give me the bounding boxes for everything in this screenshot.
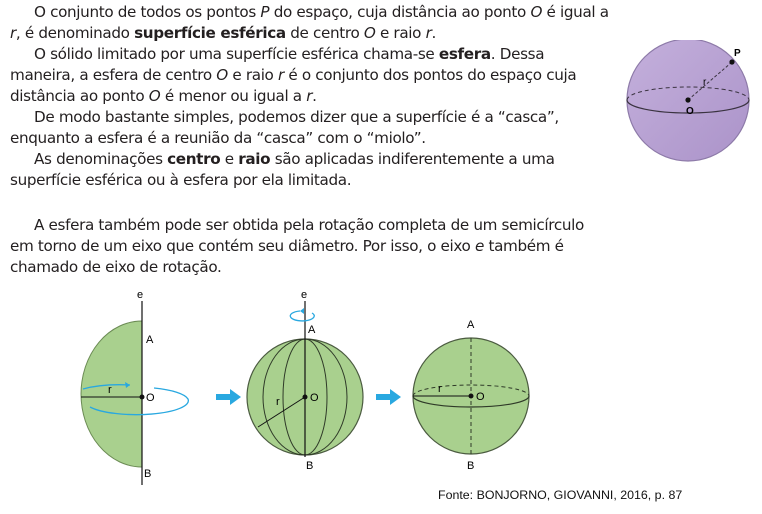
- paragraph-denominacoes: [10, 149, 610, 191]
- text-run: r: [277, 66, 284, 84]
- term-centro: centro: [167, 150, 221, 168]
- surface-point: [729, 59, 734, 64]
- text-run: O: [363, 24, 376, 42]
- text-run: O: [216, 66, 228, 84]
- label-a: A: [146, 334, 154, 346]
- text-run: .: [431, 24, 436, 42]
- right-arrow-icon: [216, 388, 242, 406]
- text-run: As denominações: [34, 150, 168, 168]
- text-run: r: [425, 24, 432, 42]
- label-r: r: [108, 384, 112, 396]
- paragraph-casca: De modo bastante simples, podemos dizer que a superfície é a “casca”, enquanto a esfera é a reunião da “casca” com o “miolo”.: [10, 108, 559, 147]
- semicircle-figure: [70, 287, 210, 487]
- final-sphere-figure: [405, 315, 540, 475]
- paragraph-esfera: [10, 44, 610, 107]
- paragraph-rotacao: [10, 215, 610, 278]
- text-run: P: [260, 3, 270, 21]
- source-citation: Fonte: BONJORNO, GIOVANNI, 2016, p. 87: [438, 488, 683, 502]
- term-raio: raio: [238, 150, 271, 168]
- label-b: B: [306, 460, 314, 472]
- text-run: e: [474, 237, 484, 255]
- rotating-sphere-figure: [242, 287, 372, 487]
- text-run: e raio: [227, 66, 278, 84]
- label-o: O: [310, 392, 319, 404]
- text-run: do espaço, cuja distância ao ponto: [269, 3, 531, 21]
- text-run: r: [306, 87, 313, 105]
- text-run: r: [10, 24, 16, 42]
- text-run: de centro: [285, 24, 364, 42]
- text-run: também é chamado de eixo de rotação.: [10, 237, 564, 276]
- center-point: [469, 394, 474, 399]
- text-run: O conjunto de todos os pontos: [34, 3, 261, 21]
- label-r: r: [438, 383, 442, 395]
- right-arrow-icon: [376, 388, 402, 406]
- sphere-figure: [620, 40, 760, 170]
- center-point: [685, 97, 690, 102]
- text-run: O sólido limitado por uma superfície esférica chama-se: [34, 45, 439, 63]
- label-r: r: [703, 77, 707, 88]
- text-run: é menor ou igual a: [160, 87, 307, 105]
- text-run: são aplicadas indiferentemente a uma superfície esférica ou à esfera por ela limitada.: [10, 150, 555, 189]
- label-r: r: [276, 396, 280, 408]
- label-p: P: [734, 48, 741, 59]
- text-run: e: [220, 150, 239, 168]
- text-run: e raio: [375, 24, 426, 42]
- center-point: [303, 395, 308, 400]
- rotation-arrowhead: [300, 308, 304, 314]
- label-a: A: [467, 319, 475, 331]
- paragraph-superficie-esferica: [10, 2, 610, 44]
- text-run: é o conjunto dos pontos do espaço cuja distância ao ponto: [10, 66, 577, 105]
- axis-label-e: e: [301, 289, 308, 301]
- term-superficie-esferica: superfície esférica: [134, 24, 286, 42]
- center-point: [140, 395, 145, 400]
- text-run: , é denominado: [15, 24, 135, 42]
- text-run: é igual a: [542, 3, 609, 21]
- label-o: O: [476, 391, 485, 403]
- term-esfera: esfera: [438, 45, 491, 63]
- text-run: . Dessa maneira, a esfera de centro: [10, 45, 545, 84]
- label-a: A: [308, 324, 316, 336]
- text-run: O: [148, 87, 161, 105]
- text-run: O: [530, 3, 543, 21]
- axis-label-e: e: [137, 289, 144, 301]
- label-o: O: [146, 392, 155, 404]
- text-run: A esfera também pode ser obtida pela rotação completa de um semicírculo em torno de um eixo que contém seu diâmetro. Por isso, o eixo: [10, 216, 584, 255]
- label-b: B: [144, 468, 152, 480]
- label-o: O: [686, 106, 694, 117]
- label-b: B: [467, 460, 475, 472]
- text-run: .: [312, 87, 317, 105]
